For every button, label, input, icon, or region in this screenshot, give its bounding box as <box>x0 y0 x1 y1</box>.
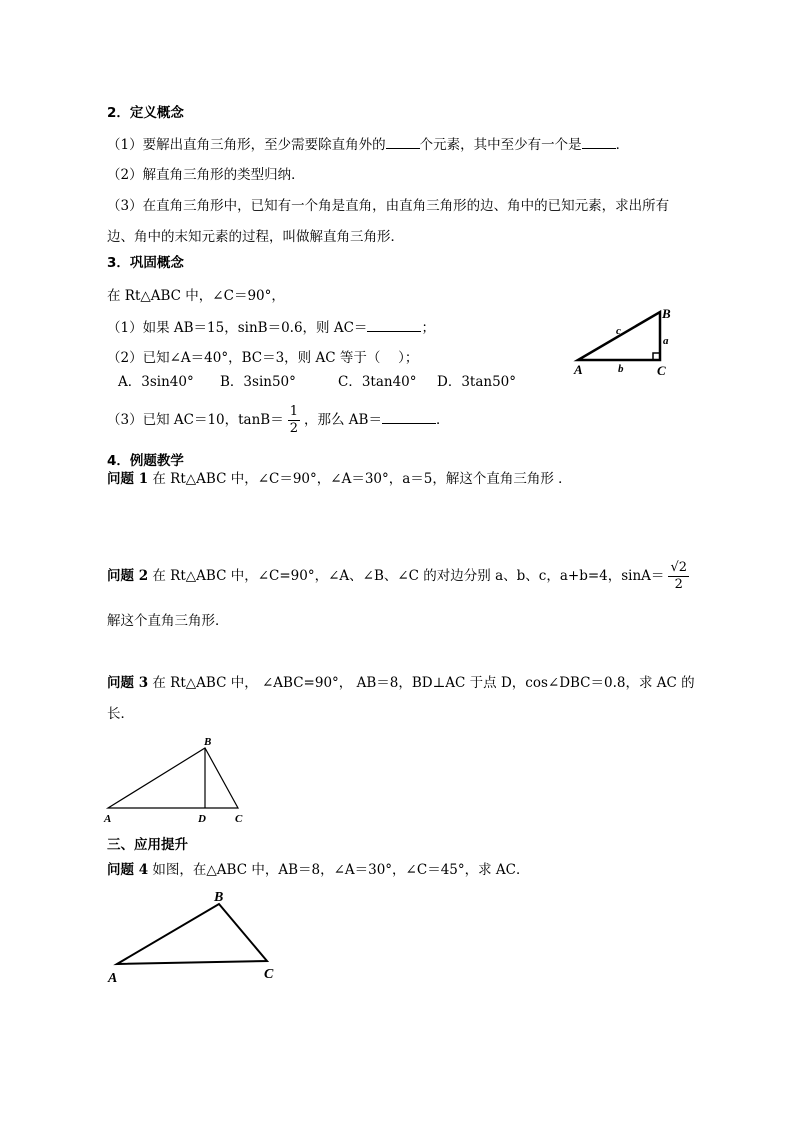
question-2-3-line2: 边、角中的末知元素的过程，叫做解直角三角形． <box>107 229 404 245</box>
problem-2 <box>107 558 693 594</box>
option-d: D．3tan50° <box>437 374 517 390</box>
q2-1-text-b: 个元素，其中至少有一个是 <box>419 137 582 153</box>
problem-1 <box>107 470 572 488</box>
frac-num: √2 <box>670 560 687 575</box>
fraction-sqrt2-over-2 <box>668 560 689 593</box>
q2-1-text-c: ． <box>615 137 630 153</box>
problem-3-text: 在 Rt△ABC 中， ∠ABC=90°， AB＝8，BD⊥AC 于点 D，cos∠DBC＝0.8，求 AC 的 <box>152 675 695 691</box>
problem-2-text: 在 Rt△ABC 中，∠C=90°，∠A、∠B、∠C 的对边分别 a、b、c，a+b=4，sinA＝ <box>152 568 665 584</box>
q3-3-text-a: （3）已知 AC＝10，tanB＝ <box>107 412 284 428</box>
option-c: C．3tan40° <box>338 374 417 390</box>
option-b: B．3sin50° <box>220 374 296 390</box>
problem-4-text: 如图，在△ABC 中，AB＝8，∠A＝30°，∠C＝45°，求 AC． <box>152 862 530 878</box>
sec3-intro: 在 Rt△ABC 中，∠C＝90°， <box>107 288 285 304</box>
problem-2-label: 问题 2 <box>107 568 149 584</box>
question-2-2: （2）解直角三角形的类型归纳． <box>107 167 305 183</box>
problem-2-line2: 解这个直角三角形． <box>107 613 229 629</box>
problem-4 <box>107 861 530 879</box>
frac-den: 2 <box>674 577 683 592</box>
q2-1-text-a: （1）要解出直角三角形，至少需要除直角外的 <box>107 137 386 153</box>
problem-1-label: 问题 1 <box>107 471 149 487</box>
label-A: A <box>108 971 118 986</box>
q3-1-text: （1）如果 AB＝15，sinB＝0.6，则 AC＝ <box>107 320 368 336</box>
label-B: B <box>204 736 212 748</box>
question-3-1 <box>107 318 435 337</box>
section-3-heading: 3．巩固概念 <box>107 255 184 271</box>
triangle-figure <box>100 884 290 986</box>
blank[interactable] <box>386 135 420 149</box>
label-B: B <box>662 306 671 321</box>
label-b: b <box>618 363 624 375</box>
label-A: A <box>104 813 112 825</box>
question-2-3-line1: （3）在直角三角形中，已知有一个角是直角，由直角三角形的边、角中的已知元素，求出所有 <box>107 198 670 214</box>
frac-den: 2 <box>289 421 299 436</box>
label-C: C <box>657 363 666 378</box>
frac-num: 1 <box>289 404 299 419</box>
triangle-shape <box>108 748 238 808</box>
problem-3-line2: 长． <box>107 706 134 722</box>
triangle-altitude-figure <box>100 732 260 828</box>
problem-4-label: 问题 4 <box>107 862 149 878</box>
blank[interactable] <box>367 318 421 332</box>
question-3-3 <box>107 402 449 438</box>
section-4-heading: 4．例题教学 <box>107 453 184 469</box>
q3-3-text-b: ，那么 AB＝ <box>304 412 382 428</box>
label-C: C <box>264 967 274 982</box>
right-triangle-figure <box>570 300 680 380</box>
q3-1-end: ； <box>421 320 435 336</box>
blank[interactable] <box>582 135 616 149</box>
fraction-one-half <box>288 404 300 437</box>
label-B: B <box>214 890 224 905</box>
label-a: a <box>663 335 669 347</box>
label-A: A <box>574 362 583 377</box>
problem-3-label: 问题 3 <box>107 675 149 691</box>
label-c: c <box>616 325 621 337</box>
question-3-2: （2）已知∠A＝40°，BC＝3，则 AC 等于（ ）； <box>107 350 419 366</box>
problem-1-text: 在 Rt△ABC 中，∠C＝90°，∠A＝30°，a＝5，解这个直角三角形 ． <box>152 471 572 487</box>
label-C: C <box>235 813 243 825</box>
blank[interactable] <box>382 410 436 424</box>
option-a: A．3sin40° <box>118 374 194 390</box>
problem-3 <box>107 674 695 692</box>
section-2-heading: 2．定义概念 <box>107 105 184 121</box>
triangle-shape <box>117 904 267 964</box>
label-D: D <box>198 813 206 825</box>
section-apply-heading: 三、应用提升 <box>107 837 188 853</box>
question-2-1 <box>107 135 629 154</box>
q3-3-end: ． <box>435 412 450 428</box>
